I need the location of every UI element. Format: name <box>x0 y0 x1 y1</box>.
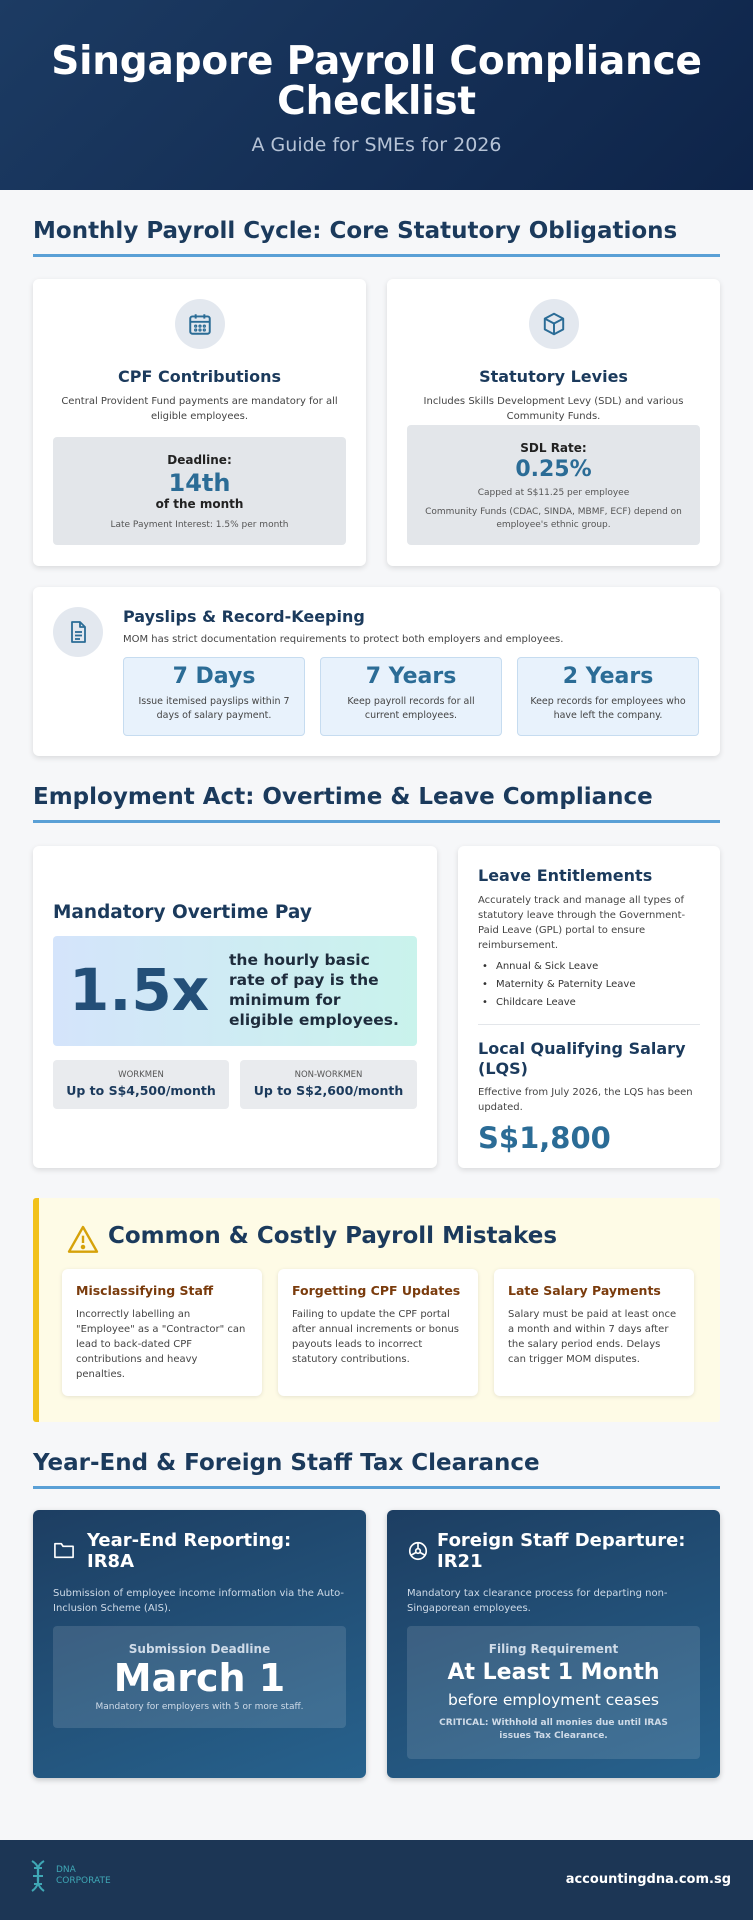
stat-value: 7 Years <box>365 664 457 689</box>
warning-icon <box>67 1224 99 1258</box>
page-title <box>0 0 753 122</box>
sdl-cap-note: Capped at S$11.25 per employee <box>477 488 630 498</box>
mistake-text: Failing to update the CPF portal after annual increments or bonus payouts leads to incorrect statutory contributions. <box>292 1309 460 1365</box>
mistake-card-misclassifying <box>62 1269 262 1396</box>
stat-value: 7 Days <box>172 664 256 689</box>
list-item: • Annual & Sick Leave <box>478 958 700 976</box>
folder-icon <box>53 1540 75 1564</box>
stat-current-records <box>320 657 502 736</box>
overtime-title: Mandatory Overtime Pay <box>53 902 312 923</box>
payslips-title: Payslips & Record-Keeping <box>123 607 365 626</box>
ir8a-title-line-2: IR8A <box>87 1551 135 1572</box>
ir21-card <box>387 1510 720 1778</box>
non-workmen-label: NON-WORKMEN <box>294 1070 363 1080</box>
mistake-title: Late Salary Payments <box>508 1283 661 1298</box>
cpf-deadline-box <box>53 437 346 545</box>
section-title-year-end: Year-End & Foreign Staff Tax Clearance <box>33 1450 720 1489</box>
ir21-requirement-sub: before employment ceases <box>448 1691 659 1709</box>
ir8a-title <box>87 1530 291 1572</box>
leave-card <box>458 846 720 1168</box>
cpf-deadline-value: 14th <box>168 469 231 497</box>
levies-desc: Includes Skills Development Levy (SDL) and various Community Funds. <box>423 396 684 422</box>
section-title-monthly: Monthly Payroll Cycle: Core Statutory Obligations <box>33 218 720 257</box>
stat-former-records <box>517 657 699 736</box>
overtime-card <box>33 846 437 1168</box>
ir21-title-line-2: IR21 <box>437 1551 483 1572</box>
sdl-rate-value: 0.25% <box>515 457 592 482</box>
cpf-card <box>33 279 366 566</box>
section-title-employment-act: Employment Act: Overtime & Leave Compliance <box>33 784 720 823</box>
document-icon <box>53 607 103 657</box>
cube-icon <box>529 299 579 349</box>
ir8a-deadline-value: March 1 <box>113 1656 286 1700</box>
leave-list <box>478 958 700 1012</box>
community-funds-note: Community Funds (CDAC, SINDA, MBMF, ECF) depend on employee's ethnic group. <box>425 507 682 530</box>
lqs-title-line-2: (LQS) <box>478 1059 528 1078</box>
title-line-1: Singapore Payroll Compliance <box>51 39 702 84</box>
stat-value: 2 Years <box>562 664 654 689</box>
cpf-deadline-label: Deadline: <box>167 453 232 467</box>
non-workmen-box <box>240 1060 417 1109</box>
stat-text: Issue itemised payslips within 7 days of salary payment. <box>138 696 290 721</box>
levies-card <box>387 279 720 566</box>
ir8a-deadline-label: Submission Deadline <box>128 1642 271 1656</box>
overtime-text: the hourly basic rate of pay is the minimum for eligible employees. <box>229 951 399 1029</box>
cpf-title: CPF Contributions <box>118 367 281 386</box>
non-workmen-value: Up to S$2,600/month <box>253 1083 404 1098</box>
mistake-title: Forgetting CPF Updates <box>292 1283 461 1298</box>
workmen-box <box>53 1060 229 1109</box>
stat-text: Keep payroll records for all current employees. <box>347 696 475 721</box>
ir21-title <box>437 1530 685 1572</box>
mistakes-panel <box>33 1198 720 1422</box>
page-footer <box>0 1840 753 1920</box>
list-item: • Maternity & Paternity Leave <box>478 976 700 994</box>
workmen-value: Up to S$4,500/month <box>66 1083 216 1098</box>
overtime-rate-box <box>53 936 417 1046</box>
overtime-multiplier: 1.5x <box>69 956 210 1024</box>
mistakes-title: Common & Costly Payroll Mistakes <box>108 1223 558 1249</box>
workmen-label: WORKMEN <box>118 1070 164 1080</box>
company-logo <box>24 1859 111 1893</box>
ir8a-title-line-1: Year-End Reporting: <box>87 1530 292 1551</box>
lqs-desc: Effective from July 2026, the LQS has been updated. <box>478 1087 693 1113</box>
globe-icon <box>407 1540 429 1566</box>
page-subtitle: A Guide for SMEs for 2026 <box>251 134 502 156</box>
payslips-desc: MOM has strict documentation requirements to protect both employers and employees. <box>123 634 564 645</box>
stat-text: Keep records for employees who have left the company. <box>530 696 686 721</box>
cpf-desc: Central Provident Fund payments are mandatory for all eligible employees. <box>61 396 338 422</box>
cpf-deadline-suffix: of the month <box>155 497 244 511</box>
leave-title: Leave Entitlements <box>478 866 653 885</box>
logo-line-2: CORPORATE <box>56 1876 111 1886</box>
mistake-title: Misclassifying Staff <box>76 1283 214 1298</box>
calendar-icon <box>175 299 225 349</box>
lqs-value: S$1,800 <box>478 1121 611 1155</box>
page-header <box>0 0 753 190</box>
ir21-critical-note: CRITICAL: Withhold all monies due until IRAS issues Tax Clearance. <box>439 1718 668 1741</box>
ir21-requirement-box <box>407 1626 700 1759</box>
ir21-desc: Mandatory tax clearance process for departing non-Singaporean employees. <box>407 1588 668 1614</box>
leave-desc: Accurately track and manage all types of statutory leave through the Government-Paid Leave (GPL) portal to ensure reimbursement. <box>478 895 686 951</box>
mistake-card-late-salary <box>494 1269 694 1396</box>
stat-payslip-days <box>123 657 305 736</box>
levies-title: Statutory Levies <box>479 367 628 386</box>
divider <box>478 1024 700 1025</box>
mistake-text: Incorrectly labelling an "Employee" as a "Contractor" can lead to back-dated CPF contributions and heavy penalties. <box>76 1309 246 1380</box>
website-link[interactable]: accountingdna.com.sg <box>565 1872 731 1887</box>
title-line-2: Checklist <box>277 79 476 124</box>
cpf-late-note: Late Payment Interest: 1.5% per month <box>110 520 289 530</box>
payslips-card <box>33 587 720 756</box>
sdl-rate-label: SDL Rate: <box>520 441 587 455</box>
ir21-requirement-value: At Least 1 Month <box>447 1660 660 1685</box>
list-item: • Childcare Leave <box>478 994 700 1012</box>
lqs-title <box>478 1039 700 1079</box>
ir21-title-line-1: Foreign Staff Departure: <box>437 1530 686 1551</box>
ir21-requirement-label: Filing Requirement <box>488 1642 619 1656</box>
mistake-text: Salary must be paid at least once a month and within 7 days after the salary period ends. Delays can trigger MOM disputes. <box>508 1309 677 1365</box>
ir8a-deadline-note: Mandatory for employers with 5 or more staff. <box>95 1702 304 1712</box>
logo-line-1: DNA <box>56 1865 76 1875</box>
sdl-rate-box <box>407 425 700 545</box>
logo-text <box>56 1865 111 1887</box>
ir8a-card <box>33 1510 366 1778</box>
ir8a-deadline-box <box>53 1626 346 1728</box>
mistake-card-cpf-updates <box>278 1269 478 1396</box>
lqs-title-line-1: Local Qualifying Salary <box>478 1039 686 1058</box>
ir8a-desc: Submission of employee income information via the Auto-Inclusion Scheme (AIS). <box>53 1588 345 1614</box>
